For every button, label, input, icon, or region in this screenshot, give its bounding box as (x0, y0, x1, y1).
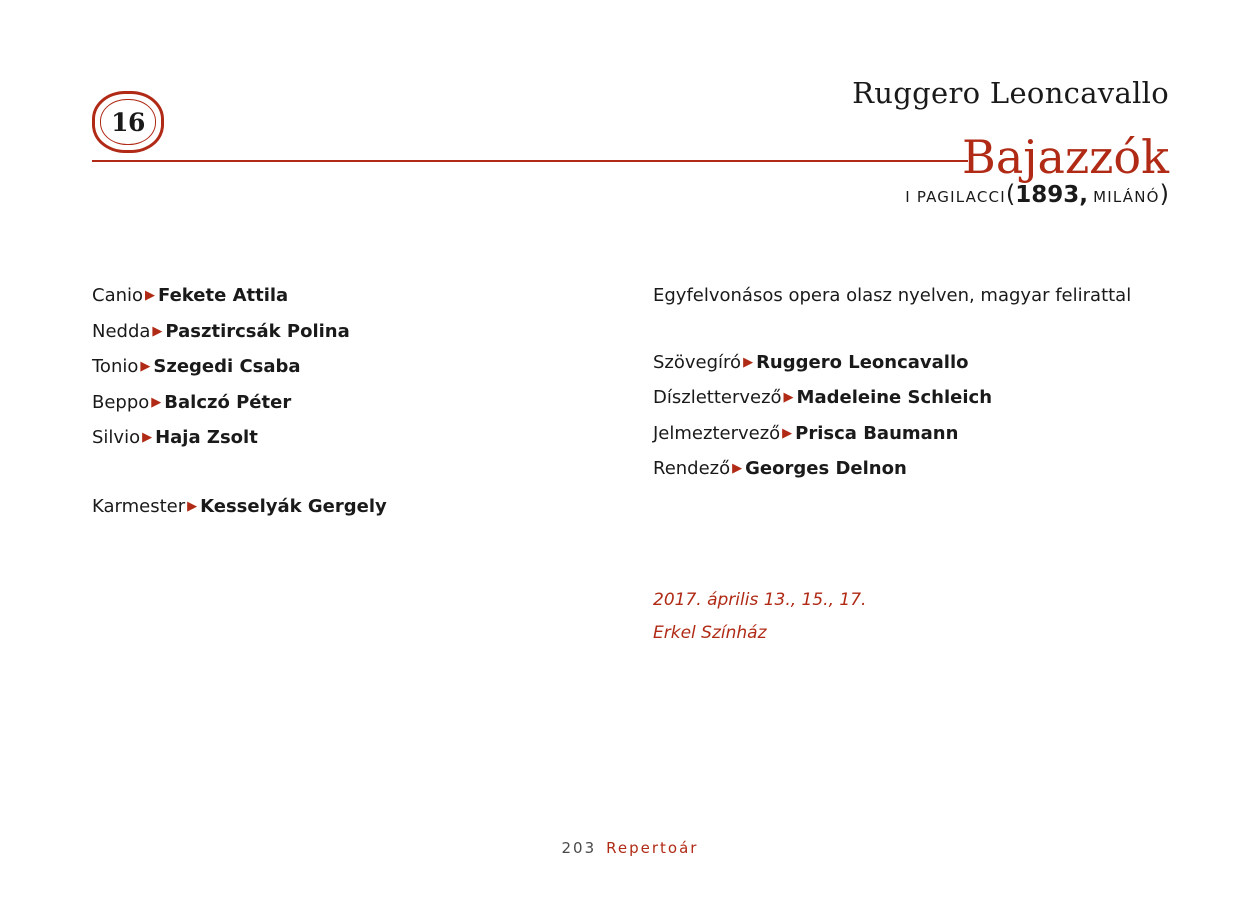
creator-role: Jelmeztervező (653, 422, 781, 444)
performance-dates: 2017. április 13., 15., 17. (653, 590, 867, 610)
list-item (92, 421, 612, 457)
cast-role: Beppo (92, 391, 150, 413)
composer-name: Ruggero Leoncavallo (852, 76, 1169, 110)
list-item (92, 279, 612, 315)
list-item (653, 346, 1173, 382)
cast-person: Haja Zsolt (155, 427, 258, 448)
conductor-role: Karmester (92, 495, 186, 517)
triangle-right-icon: ▶ (152, 323, 163, 339)
cast-role: Tonio (92, 356, 139, 377)
triangle-right-icon: ▶ (782, 425, 793, 441)
spacer (92, 457, 612, 490)
list-item (653, 381, 1173, 417)
list-item (653, 452, 1173, 488)
page-footer (0, 838, 1260, 857)
chapter-number: 16 (100, 99, 156, 145)
triangle-right-icon: ▶ (145, 288, 156, 303)
creator-role: Rendező (653, 458, 731, 479)
cast-person: Balczó Péter (164, 391, 292, 413)
cast-person: Fekete Attila (158, 285, 289, 306)
cast-list (92, 279, 612, 525)
cast-person: Szegedi Csaba (153, 356, 301, 377)
triangle-right-icon: ▶ (187, 498, 198, 514)
creator-person: Ruggero Leoncavallo (756, 351, 969, 373)
original-title: I PAGILACCI (905, 188, 1006, 206)
triangle-right-icon: ▶ (142, 430, 153, 445)
creator-role: Díszlettervező (653, 387, 782, 408)
triangle-right-icon: ▶ (732, 461, 743, 476)
creator-person: Georges Delnon (745, 458, 907, 479)
premiere-year: 1893, (1015, 182, 1088, 208)
conductor-person: Kesselyák Gergely (200, 495, 387, 517)
premiere-paren-close: ) (1159, 180, 1169, 208)
opera-subtitle (905, 180, 1169, 208)
page-number: 203 (561, 839, 597, 857)
cast-role: Canio (92, 285, 144, 306)
production-details (653, 279, 1173, 488)
list-item (92, 315, 612, 351)
header-divider-rule (92, 160, 968, 162)
creator-role: Szövegíró (653, 351, 742, 373)
performance-venue: Erkel Színház (653, 623, 767, 643)
cast-role: Silvio (92, 427, 141, 448)
list-item (92, 350, 612, 386)
premiere-paren-open: ( (1005, 180, 1016, 208)
section-name: Repertoár (606, 839, 699, 857)
opera-description: Egyfelvonásos opera olasz nyelven, magyar felirattal (653, 285, 1132, 306)
list-item (653, 417, 1173, 453)
opera-title: Bajazzók (962, 130, 1169, 184)
creator-person: Madeleine Schleich (796, 387, 993, 408)
performance-info (653, 584, 866, 650)
cast-role: Nedda (92, 320, 151, 342)
premiere-city: MILÁNÓ (1093, 188, 1160, 206)
spacer (653, 313, 1173, 346)
triangle-right-icon: ▶ (140, 359, 151, 374)
cast-person: Pasztircsák Polina (165, 320, 350, 342)
conductor-row (92, 490, 612, 526)
list-item (92, 386, 612, 422)
triangle-right-icon: ▶ (151, 394, 162, 410)
creator-person: Prisca Baumann (795, 422, 959, 444)
chapter-number-badge (92, 91, 164, 153)
triangle-right-icon: ▶ (783, 390, 794, 405)
triangle-right-icon: ▶ (743, 354, 754, 370)
